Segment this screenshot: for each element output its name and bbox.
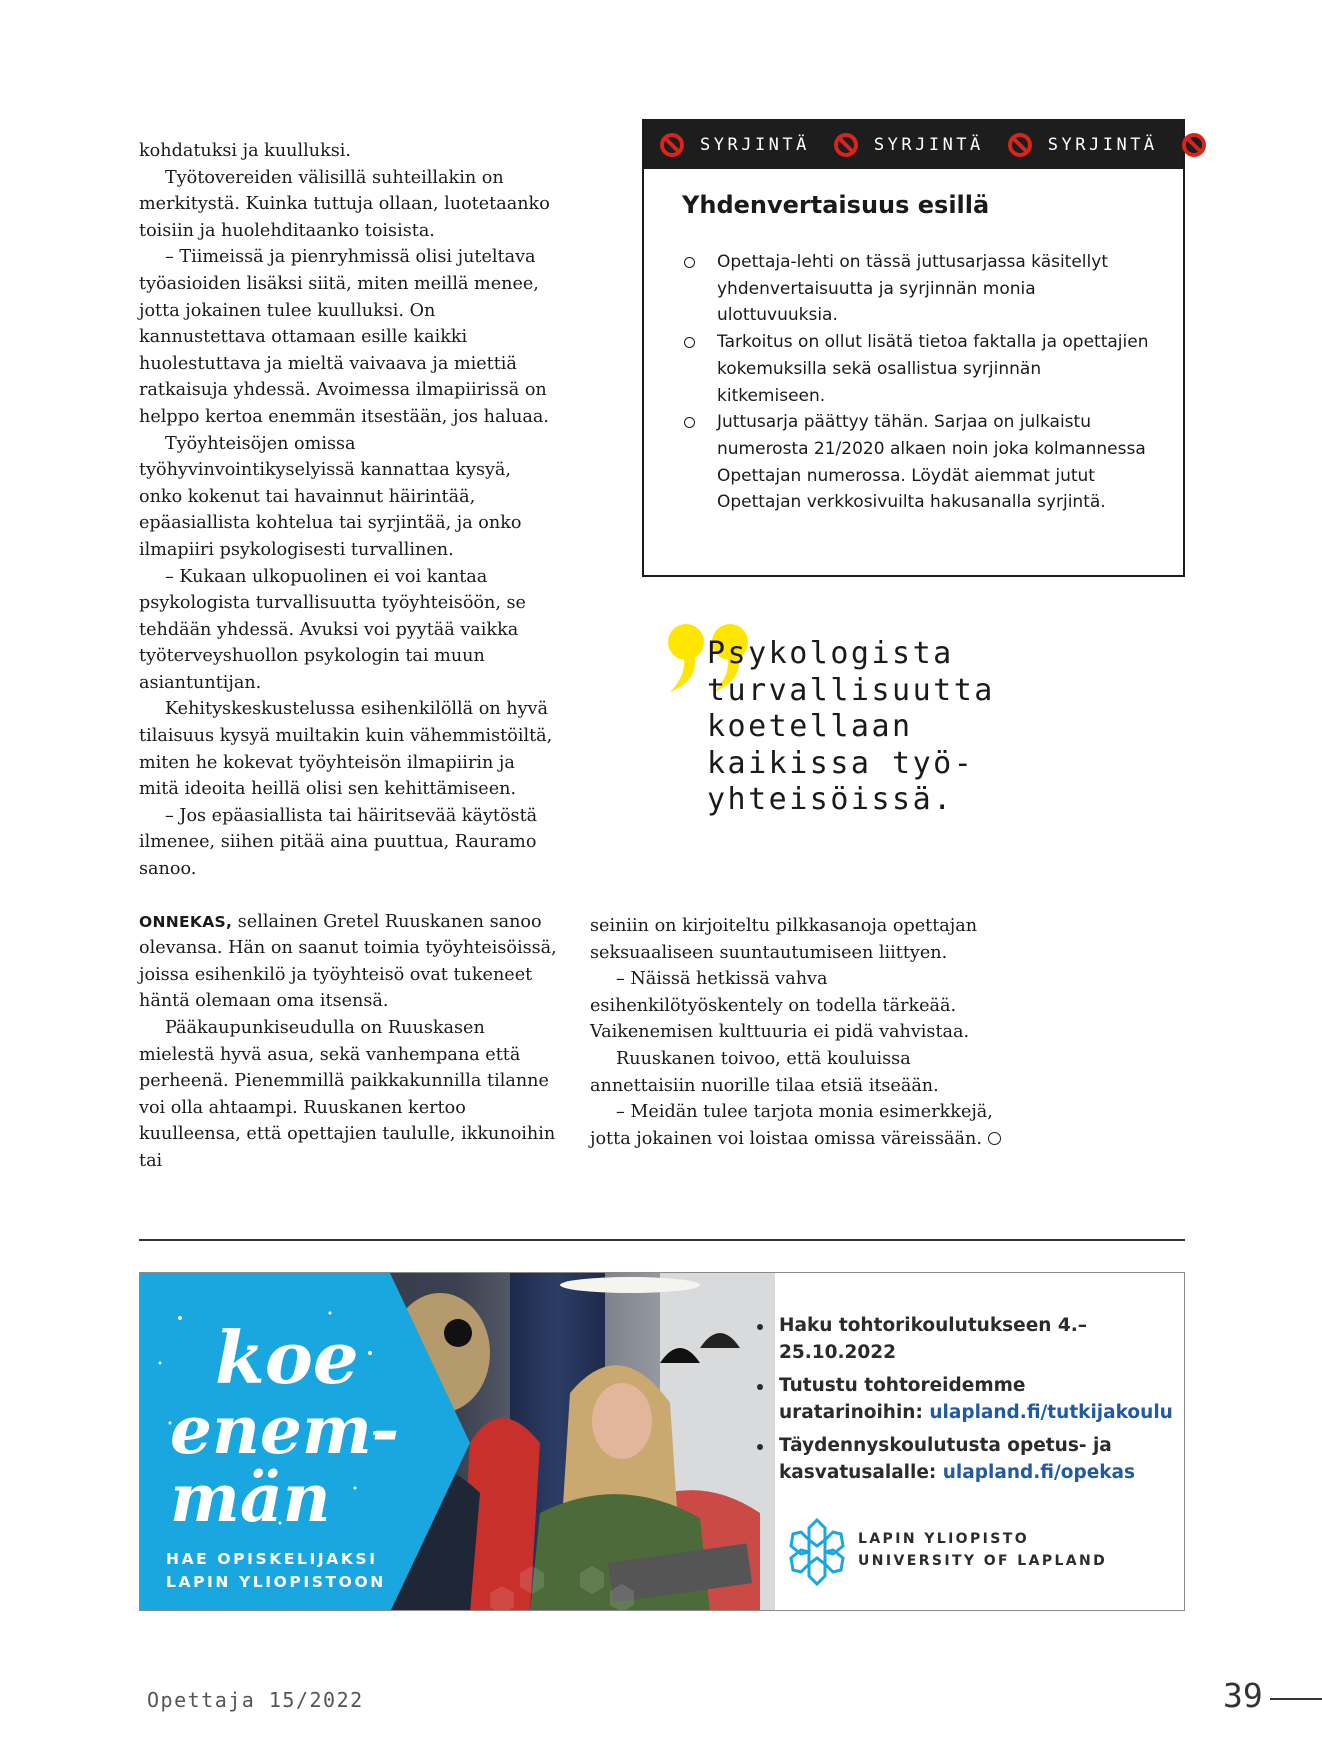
ad-list-text: Tutustu tohtoreidemme uratarinoihin: <box>779 1375 1026 1423</box>
ad-list-item: Haku tohtorikoulutukseen 4.–25.10.2022 <box>754 1313 1174 1366</box>
ad-list-item <box>754 1433 1174 1486</box>
ad-slogan-line: män <box>170 1459 331 1537</box>
circle-bullet-icon <box>684 257 695 268</box>
ad-slogan-line: koe <box>215 1315 359 1400</box>
logo-line: LAPIN YLIOPISTO <box>858 1531 1029 1547</box>
paragraph: – Kukaan ulkopuolinen ei voi kantaa psykologista turvallisuutta työyhteisöön, se tehdään yhdessä. Avuksi voi pyytää vaikka työterveyshuollon psykologin tai muun asiantuntijan. <box>139 566 526 693</box>
article-column-right <box>590 913 1010 1152</box>
ad-tagline-line: HAE OPISKELIJAKSI <box>166 1550 378 1568</box>
list-item <box>682 249 1152 329</box>
list-item-text: Opettaja-lehti on tässä juttusarjassa käsitellyt yhdenvertaisuutta ja syrjinnän monia ulottuvuuksia. <box>717 252 1108 326</box>
sidebar-banner <box>644 121 1183 169</box>
paragraph: Kehityskeskustelussa esihenkilöllä on hyvä tilaisuus kysyä muiltakin kuin vähemmistöiltä, miten he kokevat työyhteisön ilmapiirin ja mitä ideoita heillä olisi sen kehittämiseen. <box>139 699 553 800</box>
ad-tagline <box>166 1548 386 1594</box>
list-item <box>682 409 1152 516</box>
article-column-left <box>139 138 559 1175</box>
ad-tagline-line: LAPIN YLIOPISTOON <box>166 1573 386 1591</box>
circle-bullet-icon <box>684 337 695 348</box>
banner-word: SYRJINTÄ <box>700 135 810 155</box>
page-number: 39 <box>1223 1676 1263 1715</box>
ad-list-text: Täydennyskoulutusta opetus- ja kasvatusalalle: <box>779 1435 1112 1483</box>
closing-paragraph-text: – Meidän tulee tarjota monia esimerkkejä, jotta jokainen voi loistaa omissa väreissään. <box>590 1102 993 1149</box>
end-mark-icon <box>988 1132 1001 1145</box>
paragraph: kohdatuksi ja kuulluksi. <box>139 141 352 161</box>
ad-slogan-line: enem- <box>170 1391 400 1469</box>
prohibition-icon <box>1006 131 1034 159</box>
paragraph: Ruuskanen toivoo, että kouluissa annettaisiin nuorille tilaa etsiä itseään. <box>590 1048 939 1096</box>
magazine-issue: Opettaja 15/2022 <box>147 1688 364 1712</box>
list-item <box>682 329 1152 409</box>
prohibition-icon <box>658 131 686 159</box>
ad-logo-text <box>858 1528 1107 1572</box>
banner-word: SYRJINTÄ <box>873 135 984 155</box>
ad-link-opekas[interactable]: ulapland.fi/opekas <box>942 1461 1136 1483</box>
circle-bullet-icon <box>684 417 695 428</box>
prohibition-icon <box>832 131 860 159</box>
paragraph: – Näissä hetkissä vahva esihenkilötyöskentely on todella tärkeää. Vaikenemisen kulttuuria ei pidä vahvistaa. <box>590 969 970 1043</box>
paragraph: Pääkaupunkiseudulla on Ruuskasen mielestä hyvä asua, sekä vanhempana että perheenä. Pienemmillä paikkakunnilla tilanne voi olla ahtaampi. Ruuskanen kertoo kuulleensa, että opettajien taululle, ikkunoihin tai <box>139 1018 556 1171</box>
paragraph: Työtovereiden välisillä suhteillakin on merkitystä. Kuinka tuttuja ollaan, luotetaanko toisiin ja huolehditaanko toisista. <box>139 167 550 241</box>
list-item-text: Tarkoitus on ollut lisätä tietoa faktalla ja opettajien kokemuksilla sekä osallistua syrjinnän kitkemiseen. <box>717 332 1149 406</box>
ad-list-item <box>754 1373 1174 1426</box>
paragraph: seiniin on kirjoiteltu pilkkasanoja opettajan seksuaaliseen suuntautumiseen liittyen. <box>590 916 978 963</box>
section-paragraph-text: sellainen Gretel Ruuskanen sanoo olevansa. Hän on saanut toimia työyhteisöissä, joissa esihenkilö ja työyhteisö ovat tukeneet häntä olemaan oma itsensä. <box>139 911 557 1012</box>
paragraph: – Jos epäasiallista tai häiritsevää käytöstä ilmenee, siihen pitää aina puuttua, Rauramo sanoo. <box>139 805 538 880</box>
prohibition-icon <box>1180 131 1208 159</box>
section-lead-word: ONNEKAS, <box>139 912 233 931</box>
page-number-rule <box>1270 1698 1322 1700</box>
snowflake-logo-icon <box>785 1516 849 1588</box>
paragraph: Työyhteisöjen omissa työhyvinvointikyselyissä kannattaa kysyä, onko kokenut tai havainnut häirintää, epäasiallista kohtelua tai syrjintää, ja onko ilmapiiri psykologisesti turvallinen. <box>139 433 522 560</box>
ad-link-tutkijakoulu[interactable]: ulapland.fi/tutkijakoulu <box>929 1401 1173 1423</box>
sidebar-list <box>682 249 1152 516</box>
advertisement[interactable] <box>139 1272 1185 1611</box>
banner-word: SYRJINTÄ <box>1047 135 1158 155</box>
section-paragraph <box>139 909 559 1015</box>
sidebar-box <box>642 119 1185 577</box>
paragraph <box>590 1099 1010 1152</box>
list-item-text: Juttusarja päättyy tähän. Sarjaa on julkaistu numerosta 21/2020 alkaen noin joka kolmannessa Opettajan numerossa. Löydät aiemmat jutut Opettajan verkkosivuilta hakusanalla syrjintä. <box>717 412 1146 513</box>
divider <box>139 1239 1185 1241</box>
sidebar-title: Yhdenvertaisuus esillä <box>682 191 990 219</box>
logo-line: UNIVERSITY OF LAPLAND <box>858 1553 1108 1569</box>
ad-list <box>754 1313 1174 1493</box>
paragraph: – Tiimeissä ja pienryhmissä olisi juteltava työasioiden lisäksi siitä, miten meillä menee, jotta jokainen tulee kuulluksi. On kannustettava ottamaan esille kaikki huolestuttava ja mieltä vaivaava ja miettiä ratkaisuja yhdessä. Avoimessa ilmapiirissä on helppo kertoa enemmän itsestään, jos haluaa. <box>139 247 549 427</box>
pull-quote: Psykologista turvallisuutta koetellaan kaikissa työ- yhteisöissä. <box>707 636 995 817</box>
